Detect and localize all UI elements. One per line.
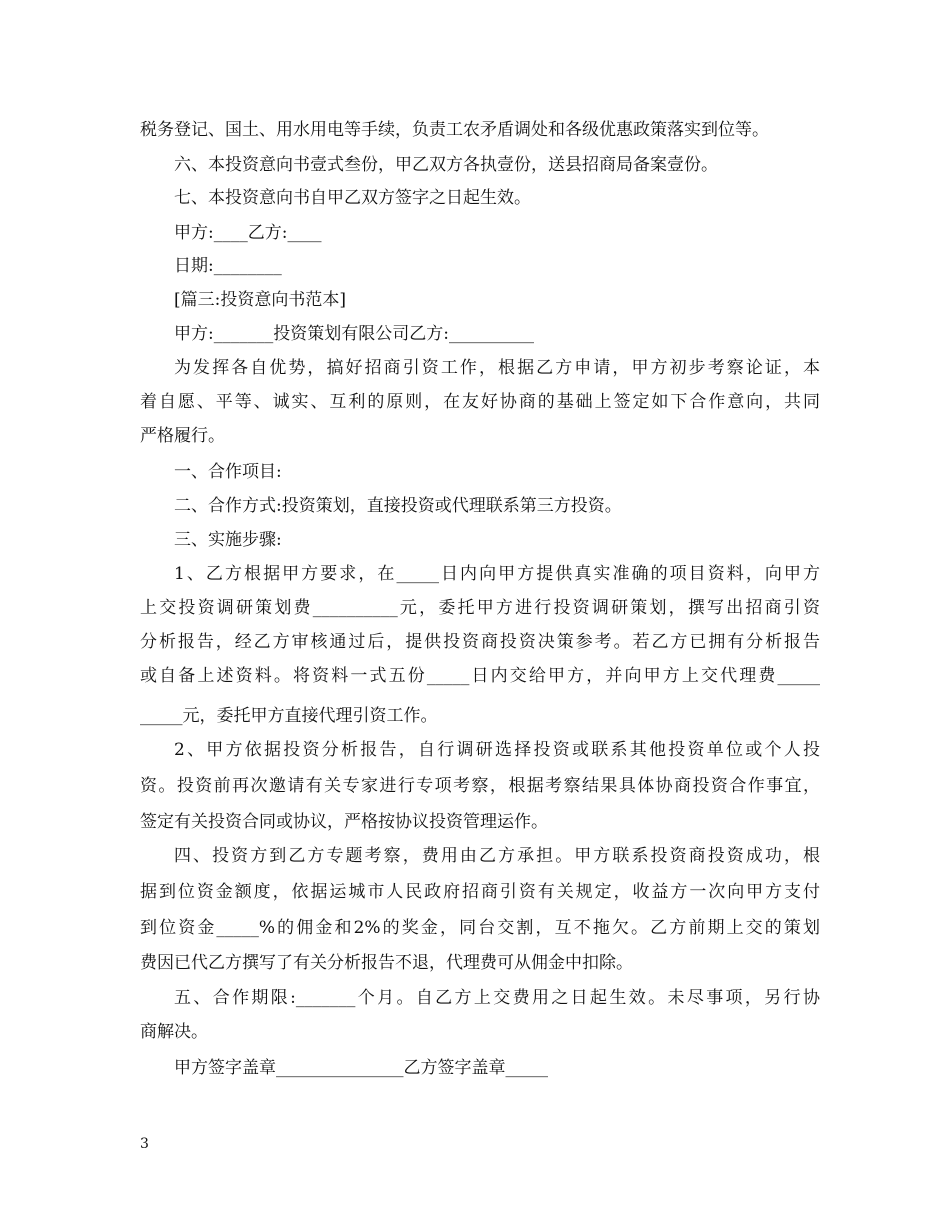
text-line: 着自愿、平等、诚实、互利的原则，在友好协商的基础上签定如下合作意向，共同 xyxy=(140,392,820,412)
text-line: 据到位资金额度，依据运城市人民政府招商引资有关规定，收益方一次向甲方支付 xyxy=(140,882,820,902)
text-line: 或自备上述资料。将资料一式五份_____日内交给甲方，并向甲方上交代理费_____ xyxy=(140,666,820,686)
text-line: 二、合作方式:投资策划，直接投资或代理联系第三方投资。 xyxy=(174,496,622,516)
page-number: 3 xyxy=(140,1136,149,1152)
text-line: 日期:________ xyxy=(174,256,282,276)
text-line: 商解决。 xyxy=(140,1022,208,1042)
text-line: 甲方:_______投资策划有限公司乙方:__________ xyxy=(174,324,534,344)
text-line: 1、乙方根据甲方要求，在_____日内向甲方提供真实准确的项目资料，向甲方 xyxy=(174,564,820,584)
text-line: 签定有关投资合同或协议，严格按协议投资管理运作。 xyxy=(140,812,548,832)
text-line: 七、本投资意向书自甲乙双方签字之日起生效。 xyxy=(174,188,531,208)
section-heading: [篇三:投资意向书范本] xyxy=(174,290,346,310)
text-line: 到位资金_____%的佣金和2%的奖金，同台交割，互不拖欠。乙方前期上交的策划 xyxy=(140,918,820,938)
text-line: 一、合作项目: xyxy=(174,462,282,482)
text-line: _____元，委托甲方直接代理引资工作。 xyxy=(140,706,438,726)
text-line: 资。投资前再次邀请有关专家进行专项考察，根据考察结果具体协商投资合作事宜， xyxy=(140,776,820,796)
text-line: 上交投资调研策划费__________元，委托甲方进行投资调研策划，撰写出招商引资 xyxy=(140,598,820,618)
text-line: 三、实施步骤: xyxy=(174,530,282,550)
text-line: 分析报告，经乙方审核通过后，提供投资商投资决策参考。若乙方已拥有分析报告 xyxy=(140,632,820,652)
text-line: 五、合作期限:_______个月。自乙方上交费用之日起生效。未尽事项，另行协 xyxy=(174,988,820,1008)
text-line: 税务登记、国土、用水用电等手续，负责工农矛盾调处和各级优惠政策落实到位等。 xyxy=(140,120,769,140)
text-line: 四、投资方到乙方专题考察，费用由乙方承担。甲方联系投资商投资成功，根 xyxy=(174,846,820,866)
text-line: 2、甲方依据投资分析报告，自行调研选择投资或联系其他投资单位或个人投 xyxy=(174,740,820,760)
text-line: 甲方:____乙方:____ xyxy=(174,223,322,243)
text-line: 六、本投资意向书壹式叁份，甲乙双方各执壹份，送县招商局备案壹份。 xyxy=(174,155,718,175)
text-line: 费因已代乙方撰写了有关分析报告不退，代理费可从佣金中扣除。 xyxy=(140,953,633,973)
text-line: 严格履行。 xyxy=(140,426,225,446)
signature-line: 甲方签字盖章_______________乙方签字盖章_____ xyxy=(174,1058,548,1078)
text-line: 为发挥各自优势，搞好招商引资工作，根据乙方申请，甲方初步考察论证，本 xyxy=(174,358,820,378)
